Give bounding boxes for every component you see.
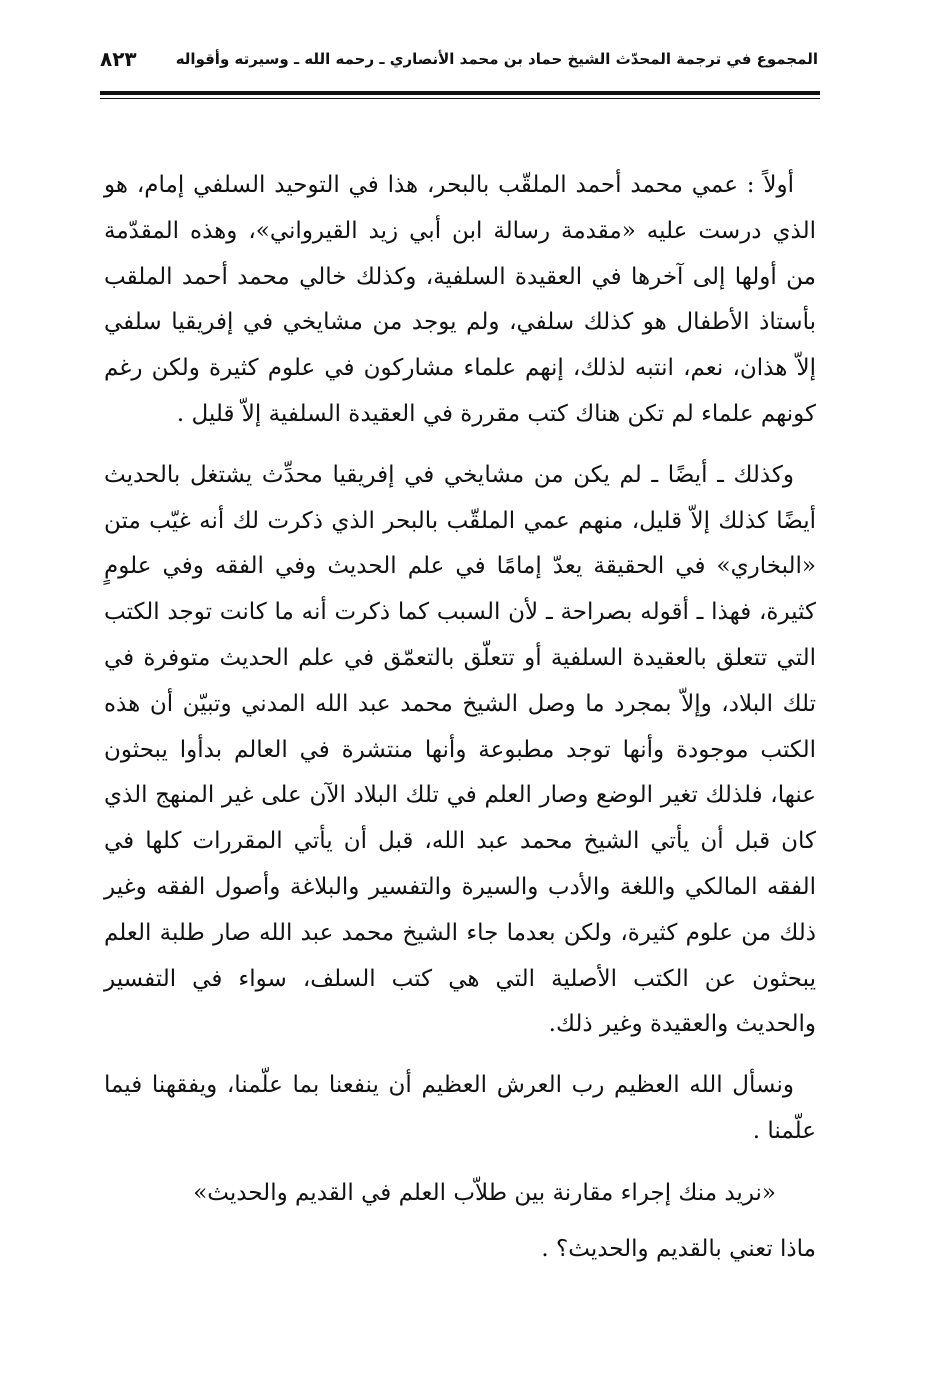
header-rule-thick [100,91,820,95]
header-rule-thin [100,98,820,99]
paragraph-hadith: وكذلك ـ أيضًا ـ لم يكن من مشايخي في إفريقيا محدِّث يشتغل بالحديث أيضًا كذلك إلاّ قليل، منهم عمي الملقّب بالبحر الذي ذكرت لك أنه غيّب متن «البخاري» في الحقيقة يعدّ إمامًا في علم الحديث وفي الفقه وفي علومٍ كثيرة، فهذا ـ أقوله بصراحة ـ لأن السبب كما ذكرت أنه ما كانت توجد الكتب التي تتعلق بالعقيدة السلفية أو تتعلّق بالتعمّق في علم الحديث متوفرة في تلك البلاد، وإلاّ بمجرد ما وصل الشيخ محمد عبد الله المدني وتبيّن أن هذه الكتب موجودة وأنها توجد مطبوعة وأنها منتشرة في العالم بدأوا يبحثون عنها، فلذلك تغير الوضع وصار العلم في تلك البلاد الآن على غير المنهج الذي كان قبل أن يأتي الشيخ محمد عبد الله، قبل أن يأتي المقررات كلها في الفقه المالكي واللغة والأدب والسيرة والتفسير والبلاغة وأصول الفقه وغير ذلك من علوم كثيرة، ولكن بعدما جاء الشيخ محمد عبد الله صار طلبة العلم يبحثون عن الكتب الأصلية التي هي كتب السلف، سواء في التفسير والحديث والعقيدة وغير ذلك. [104,461,816,1038]
page-number: ٨٢٣ [100,47,137,71]
body-text [104,163,816,1272]
interview-question: «نريد منك إجراء مقارنة بين طلاّب العلم في القديم والحديث» [193,1179,776,1206]
running-header [100,42,818,76]
running-title: المجموع في ترجمة المحدّث الشيخ حماد بن محمد الأنصاري ـ رحمه الله ـ وسيرته وأقواله [175,50,818,68]
paragraph-dua: ونسأل الله العظيم رب العرش العظيم أن ينفعنا بما علّمنا، ويفقهنا فيما علّمنا . [104,1072,816,1144]
answer-start: ماذا تعني بالقديم والحديث؟ . [541,1235,816,1262]
paragraph-teachers: أولاً : عمي محمد أحمد الملقّب بالبحر، هذا في التوحيد السلفي إمام، هو الذي درست عليه «مقدمة رسالة ابن أبي زيد القيرواني»، وهذه المقدّمة من أولها إلى آخرها في العقيدة السلفية، وكذلك خالي محمد أحمد الملقب بأستاذ الأطفال هو كذلك سلفي، ولم يوجد من مشايخي في إفريقيا سلفي إلاّ هذان، نعم، انتبه لذلك، إنهم علماء مشاركون في علوم كثيرة ولكن رغم كونهم علماء لم تكن هناك كتب مقررة في العقيدة السلفية إلاّ قليل . [104,172,816,427]
